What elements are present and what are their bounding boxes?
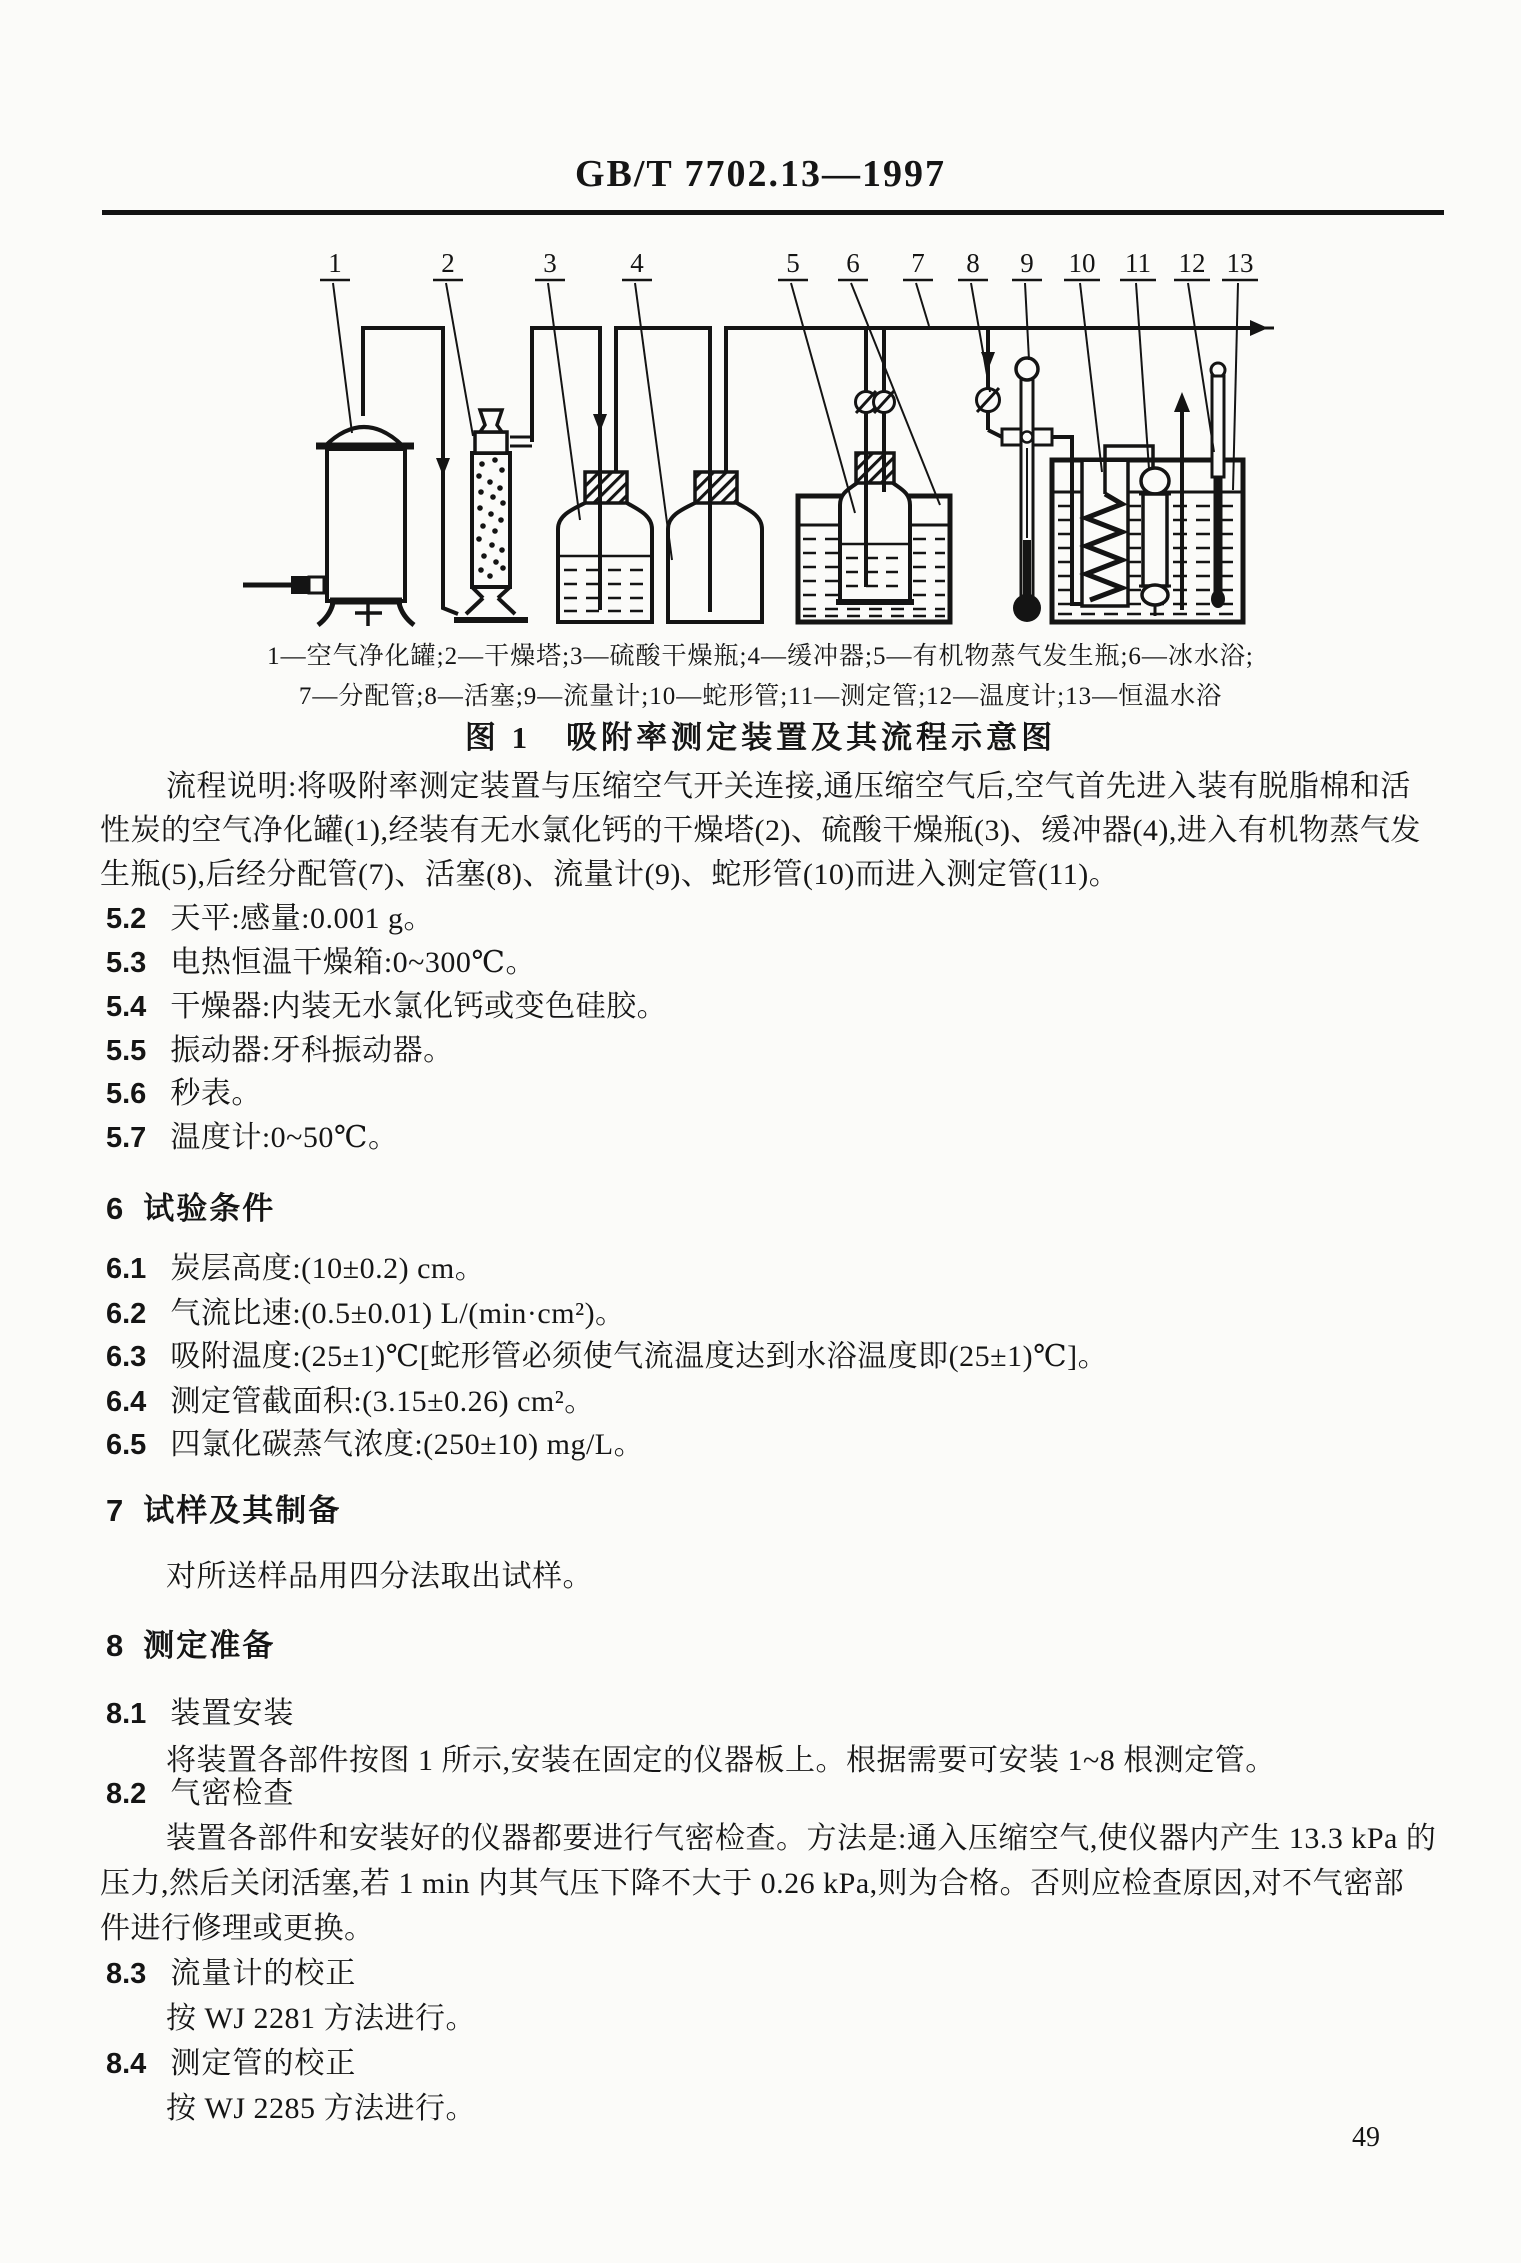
item-5-3-num: 5.3 [106, 947, 147, 979]
figure-label: 13 [1226, 250, 1254, 278]
flow-description-line-1: 流程说明:将吸附率测定装置与压缩空气开关连接,通压缩空气后,空气首先进入装有脱脂棉和活 [166, 770, 1411, 803]
figure-label: 8 [966, 250, 980, 278]
measuring-tube-11 [1139, 468, 1171, 616]
figure-label: 9 [1020, 250, 1034, 278]
item-8-3-heading [106, 1948, 356, 1992]
figure-label: 3 [543, 250, 557, 278]
section-6-heading [106, 1183, 275, 1228]
figure-caption-line-1: 1—空气净化罐;2—干燥塔;3—硫酸干燥瓶;4—缓冲器;5—有机物蒸气发生瓶;6—冰水浴; [267, 643, 1254, 670]
item-5-4-num: 5.4 [106, 991, 147, 1023]
drying-tower-2 [454, 410, 532, 620]
item-8-2-heading [106, 1768, 294, 1812]
item-5-7 [106, 1112, 398, 1156]
item-6-2-text: 气流比速:(0.5±0.01) L/(min·cm²)。 [170, 1297, 626, 1330]
item-5-2-num: 5.2 [106, 903, 147, 935]
item-8-1-num: 8.1 [106, 1698, 147, 1730]
item-6-4-text: 测定管截面积:(3.15±0.26) cm²。 [170, 1385, 595, 1418]
item-6-5-num: 6.5 [106, 1429, 147, 1461]
item-8-2-paragraph-line-2: 压力,然后关闭活塞,若 1 min 内其气压下降不大于 0.26 kPa,则为合格。否则应检查原因,对不气密部 [100, 1867, 1405, 1900]
item-5-2 [106, 893, 434, 937]
item-8-2-title: 气密检查 [170, 1777, 295, 1810]
figure-number-labels [320, 250, 1258, 280]
item-8-3-num: 8.3 [106, 1958, 147, 1990]
item-8-3-title: 流量计的校正 [170, 1957, 357, 1990]
flow-description-line-2: 性炭的空气净化罐(1),经装有无水氯化钙的干燥塔(2)、硫酸干燥瓶(3)、缓冲器(4),进入有机物蒸气发 [100, 814, 1421, 847]
item-8-1-heading [106, 1688, 294, 1732]
item-6-3-text: 吸附温度:(25±1)℃[蛇形管必须使气流温度达到水浴温度即(25±1)℃]。 [170, 1340, 1109, 1373]
item-5-6 [106, 1068, 262, 1112]
item-6-1 [106, 1243, 485, 1287]
item-6-3-num: 6.3 [106, 1341, 147, 1373]
item-6-2 [106, 1288, 626, 1332]
section-7-heading [106, 1485, 341, 1530]
section-7-num: 7 [106, 1493, 124, 1528]
item-8-4-num: 8.4 [106, 2048, 147, 2080]
section-6-title: 试验条件 [143, 1191, 276, 1226]
item-8-2-paragraph-line-1: 装置各部件和安装好的仪器都要进行气密检查。方法是:通入压缩空气,使仪器内产生 13.3 kPa 的 [166, 1822, 1437, 1855]
item-6-3 [106, 1331, 1108, 1375]
item-6-1-num: 6.1 [106, 1253, 147, 1285]
figure-label: 1 [328, 250, 342, 278]
item-8-1-title: 装置安装 [170, 1697, 295, 1730]
figure-label: 4 [630, 250, 644, 278]
item-5-7-text: 温度计:0~50℃。 [170, 1121, 399, 1154]
item-6-1-text: 炭层高度:(10±0.2) cm。 [170, 1252, 486, 1285]
item-5-5-text: 振动器:牙科振动器。 [170, 1034, 454, 1067]
item-5-6-num: 5.6 [106, 1078, 147, 1110]
header-rule [102, 210, 1444, 215]
figure-label: 6 [846, 250, 860, 278]
acid-drying-bottle-3 [558, 472, 652, 622]
section-8-title: 测定准备 [143, 1628, 276, 1663]
figure-caption-line-2: 7—分配管;8—活塞;9—流量计;10—蛇形管;11—测定管;12—温度计;13—恒温水浴 [298, 683, 1223, 710]
item-8-3-paragraph: 按 WJ 2281 方法进行。 [166, 2002, 476, 2035]
item-8-2-num: 8.2 [106, 1778, 147, 1810]
flow-description-line-3: 生瓶(5),后经分配管(7)、活塞(8)、流量计(9)、蛇形管(10)而进入测定管(11)。 [100, 858, 1120, 891]
item-5-6-text: 秒表。 [170, 1077, 262, 1110]
item-8-4-title: 测定管的校正 [170, 2047, 357, 2080]
item-8-4-paragraph: 按 WJ 2285 方法进行。 [166, 2092, 476, 2125]
item-5-2-text: 天平:感量:0.001 g。 [170, 902, 434, 935]
item-5-3-text: 电热恒温干燥箱:0~300℃。 [170, 946, 536, 979]
item-5-4-text: 干燥器:内装无水氯化钙或变色硅胶。 [170, 990, 668, 1023]
item-8-1-paragraph: 将装置各部件按图 1 所示,安装在固定的仪器板上。根据需要可安装 1~8 根测定管。 [166, 1744, 1276, 1777]
item-5-5-num: 5.5 [106, 1035, 147, 1067]
figure-label: 2 [441, 250, 455, 278]
item-5-7-num: 5.7 [106, 1122, 147, 1154]
figure-label: 5 [786, 250, 800, 278]
item-5-4 [106, 981, 667, 1025]
section-7-paragraph: 对所送样品用四分法取出试样。 [166, 1560, 593, 1593]
figure-label: 10 [1068, 250, 1096, 278]
figure-label: 7 [911, 250, 925, 278]
buffer-bottle-4 [668, 472, 762, 622]
item-6-5 [106, 1419, 644, 1463]
figure-label: 12 [1178, 250, 1206, 278]
apparatus-flow-diagram [240, 250, 1280, 640]
item-8-4-heading [106, 2038, 356, 2082]
item-5-3 [106, 937, 536, 981]
item-6-4 [106, 1376, 595, 1420]
figure-title: 图 1 吸附率测定装置及其流程示意图 [464, 720, 1057, 755]
page-title: GB/T 7702.13—1997 [574, 153, 947, 195]
item-5-5 [106, 1025, 454, 1069]
air-purifier-tank-1 [243, 427, 414, 626]
page-number: 49 [1352, 2122, 1380, 2153]
section-7-title: 试样及其制备 [143, 1493, 342, 1528]
item-6-4-num: 6.4 [106, 1386, 147, 1418]
item-6-5-text: 四氯化碳蒸气浓度:(250±10) mg/L。 [170, 1428, 645, 1461]
section-8-num: 8 [106, 1628, 124, 1663]
item-6-2-num: 6.2 [106, 1298, 147, 1330]
stopcock-valves-8 [856, 388, 1000, 413]
figure-label: 11 [1125, 250, 1151, 278]
vapor-generator-bottle-5 [836, 453, 914, 602]
section-8-heading [106, 1620, 275, 1665]
section-6-num: 6 [106, 1191, 124, 1226]
item-8-2-paragraph-line-3: 件进行修理或更换。 [100, 1912, 375, 1945]
